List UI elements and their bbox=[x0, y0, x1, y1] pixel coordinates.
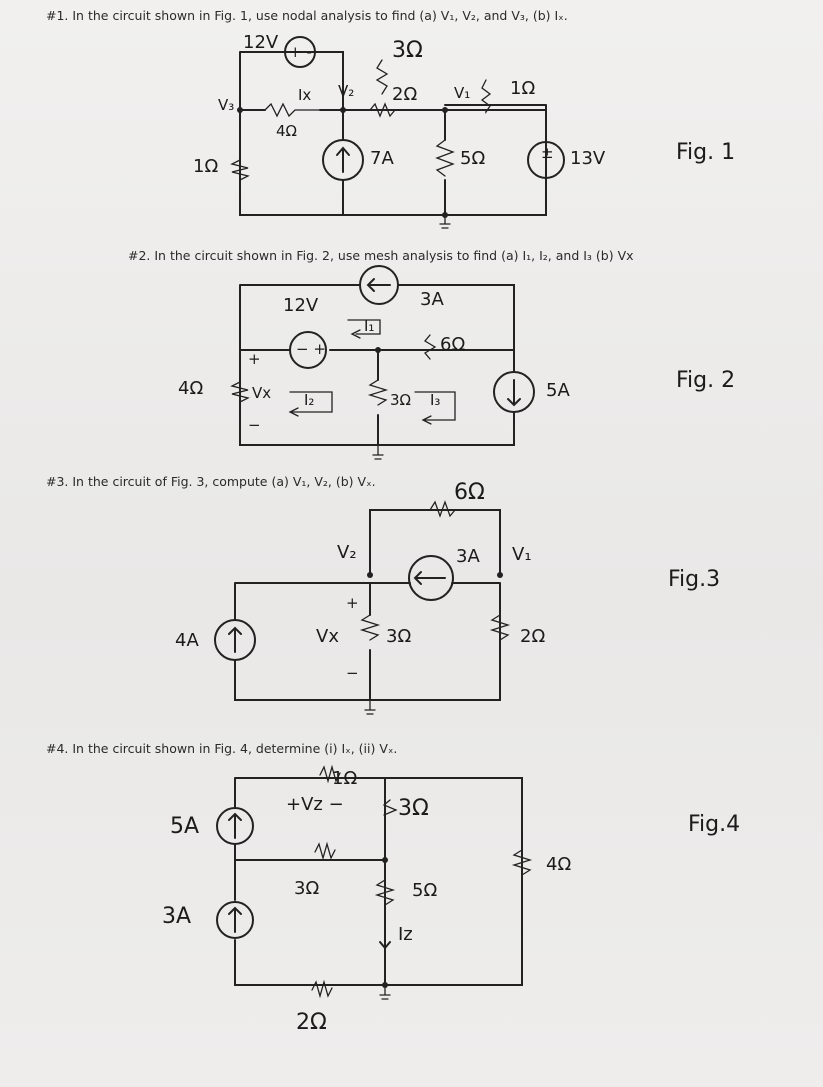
fig2-vx-label: Vx bbox=[252, 384, 272, 402]
fig1-source-polarity: + - bbox=[289, 43, 312, 61]
fig2-minus-label: − bbox=[248, 416, 261, 434]
fig4-1ohm-label: 1Ω bbox=[332, 768, 358, 789]
fig2-6ohm-label: 6Ω bbox=[440, 334, 466, 355]
fig2-3ohm-label: 3Ω bbox=[390, 391, 412, 409]
fig3-4a-label: 4A bbox=[175, 630, 199, 651]
fig1-4ohm-label: 4Ω bbox=[276, 122, 298, 140]
fig4-3a-label: 3A bbox=[162, 904, 192, 929]
fig1-13v-polarity: ± bbox=[541, 144, 554, 162]
fig2-i3-label: I₃ bbox=[430, 391, 441, 409]
fig1-label: Fig. 1 bbox=[676, 140, 736, 165]
fig3-label: Fig.3 bbox=[668, 567, 721, 592]
fig1-v1-label: V₁ bbox=[454, 84, 471, 102]
fig1-v2-label: V₂ bbox=[338, 82, 355, 100]
fig3-3a-label: 3A bbox=[456, 546, 480, 567]
fig4-5ohm-label: 5Ω bbox=[412, 880, 438, 901]
fig4-2ohm-label: 2Ω bbox=[296, 1010, 327, 1035]
question-3: #3. In the circuit of Fig. 3, compute (a) V₁, V₂, (b) Vₓ. bbox=[46, 474, 376, 489]
fig2-source-polarity: − + bbox=[296, 340, 326, 358]
fig1-3ohm-label: 3Ω bbox=[392, 38, 423, 63]
fig3-3ohm-label: 3Ω bbox=[386, 626, 412, 647]
fig4-5a-label: 5A bbox=[170, 814, 200, 839]
fig1-7a-label: 7A bbox=[370, 148, 394, 169]
fig2-i1-label: I₁ bbox=[364, 317, 375, 335]
fig3-plus-label: + bbox=[346, 594, 359, 612]
fig2-12v-label: 12V bbox=[283, 295, 319, 316]
question-4: #4. In the circuit shown in Fig. 4, determine (i) Iₓ, (ii) Vₓ. bbox=[46, 741, 398, 756]
fig1-13v-label: 13V bbox=[570, 148, 606, 169]
fig2-3a-label: 3A bbox=[420, 289, 444, 310]
question-2: #2. In the circuit shown in Fig. 2, use mesh analysis to find (a) I₁, I₂, and I₃ (b) Vx bbox=[128, 248, 634, 263]
fig3-v2-label: V₂ bbox=[337, 542, 357, 563]
fig1-12v-label: 12V bbox=[243, 32, 279, 53]
fig4-label: Fig.4 bbox=[688, 812, 741, 837]
fig3-minus-label: − bbox=[346, 664, 359, 682]
fig4-4ohm-label: 4Ω bbox=[546, 854, 572, 875]
fig2-label: Fig. 2 bbox=[676, 368, 736, 393]
fig2-plus-label: + bbox=[248, 350, 261, 368]
fig1-v3-label: V₃ bbox=[218, 96, 235, 114]
fig3-v1-label: V₁ bbox=[512, 544, 532, 565]
fig3-6ohm-label: 6Ω bbox=[454, 480, 485, 505]
fig2-i2-label: I₂ bbox=[304, 391, 315, 409]
fig1-2ohm-label: 2Ω bbox=[392, 84, 418, 105]
fig1-5ohm-label: 5Ω bbox=[460, 148, 486, 169]
fig3-2ohm-label: 2Ω bbox=[520, 626, 546, 647]
fig1-1ohm-left-label: 1Ω bbox=[193, 156, 219, 177]
question-1: #1. In the circuit shown in Fig. 1, use nodal analysis to find (a) V₁, V₂, and V₃, (b) Iₓ. bbox=[46, 8, 568, 23]
fig2-5a-label: 5A bbox=[546, 380, 570, 401]
fig4-vz-label: +Vz − bbox=[286, 794, 344, 815]
fig1-ix-label: Ix bbox=[298, 86, 312, 104]
fig3-vx-label: Vx bbox=[316, 626, 339, 647]
fig2-4ohm-label: 4Ω bbox=[178, 378, 204, 399]
fig4-iz-label: Iz bbox=[398, 924, 413, 945]
fig4-3ohm-mid-label: 3Ω bbox=[294, 878, 320, 899]
fig1-1ohm-top-label: 1Ω bbox=[510, 78, 536, 99]
fig4-3ohm-top-label: 3Ω bbox=[398, 796, 429, 821]
